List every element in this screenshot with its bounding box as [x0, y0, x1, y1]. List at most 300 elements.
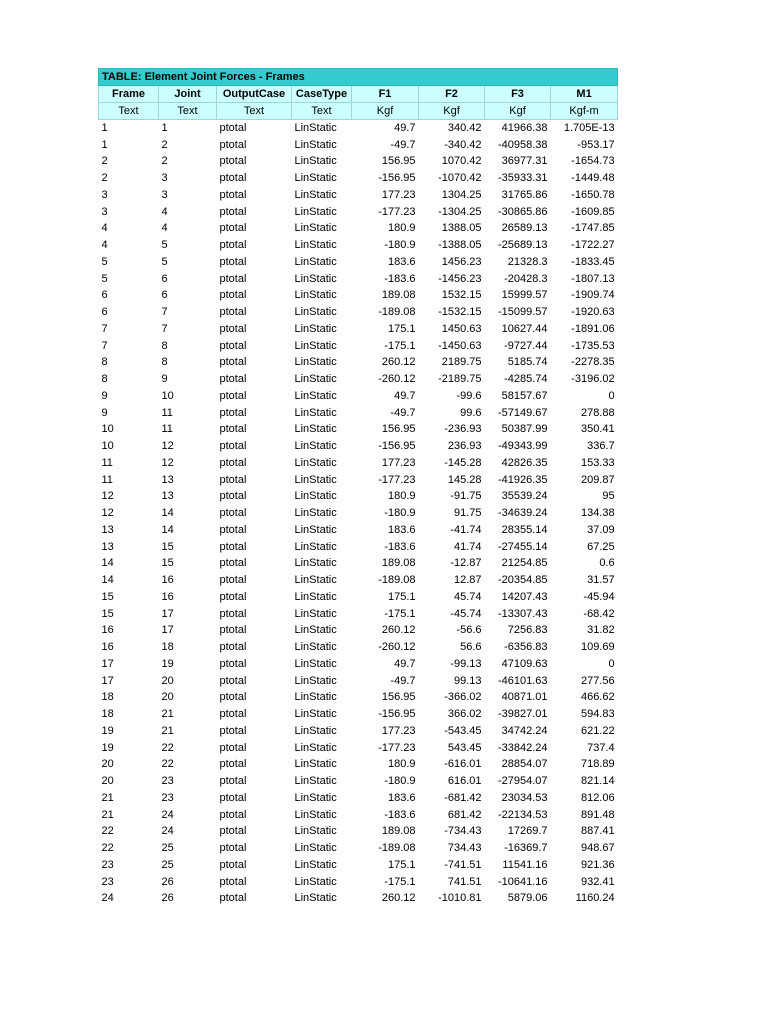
cell-joint: 23	[161, 791, 174, 804]
table-row	[99, 371, 618, 388]
cell-f3: 42826.35	[501, 456, 548, 469]
cell-f1: 156.95	[381, 155, 416, 168]
cell-frame: 3	[101, 205, 108, 218]
cell-joint: 9	[161, 373, 168, 386]
cell-outputcase: ptotal	[219, 456, 247, 469]
cell-frame: 13	[101, 523, 114, 536]
cell-frame: 18	[101, 708, 114, 721]
cell-joint: 26	[161, 892, 174, 905]
table-row	[99, 572, 618, 589]
unit-casetype: Text	[292, 103, 352, 120]
cell-joint: 2	[161, 155, 168, 168]
cell-f2: 1070.42	[441, 155, 482, 168]
cell-frame: 21	[101, 791, 114, 804]
cell-f2: 145.28	[447, 473, 482, 486]
table-row	[99, 455, 618, 472]
cell-f3: -13307.43	[497, 607, 548, 620]
cell-m1: 153.33	[580, 456, 615, 469]
cell-joint: 21	[161, 708, 174, 721]
cell-casetype: LinStatic	[294, 758, 337, 771]
cell-frame: 11	[101, 456, 113, 469]
cell-casetype: LinStatic	[294, 356, 337, 369]
cell-outputcase: ptotal	[219, 155, 247, 168]
cell-casetype: LinStatic	[294, 825, 337, 838]
cell-casetype: LinStatic	[294, 523, 337, 536]
cell-f3: 41966.38	[501, 122, 548, 135]
cell-outputcase: ptotal	[219, 691, 247, 704]
cell-casetype: LinStatic	[294, 239, 337, 252]
cell-outputcase: ptotal	[219, 423, 247, 436]
cell-f1: -49.7	[390, 406, 416, 419]
cell-m1: -1807.13	[571, 272, 615, 285]
cell-f1: -49.7	[390, 674, 416, 687]
cell-frame: 16	[101, 641, 114, 654]
cell-m1: 350.41	[580, 423, 615, 436]
cell-joint: 11	[161, 406, 173, 419]
cell-f2: -681.42	[444, 791, 482, 804]
cell-f1: 49.7	[394, 657, 416, 670]
cell-m1: 887.41	[580, 825, 615, 838]
cell-f1: 183.6	[387, 523, 416, 536]
cell-frame: 4	[101, 239, 108, 252]
cell-frame: 1	[101, 138, 108, 151]
cell-f2: -543.45	[444, 724, 482, 737]
cell-m1: -1909.74	[571, 289, 615, 302]
cell-casetype: LinStatic	[294, 205, 337, 218]
cell-f2: -145.28	[444, 456, 482, 469]
cell-frame: 14	[101, 557, 114, 570]
cell-f1: 156.95	[381, 423, 416, 436]
cell-frame: 12	[101, 490, 114, 503]
cell-outputcase: ptotal	[219, 641, 247, 654]
cell-f1: 156.95	[381, 691, 416, 704]
table-row	[99, 187, 618, 204]
cell-m1: -953.17	[577, 138, 615, 151]
table-row	[99, 388, 618, 405]
cell-f2: 1532.15	[441, 289, 482, 302]
cell-m1: -1609.85	[571, 205, 615, 218]
cell-m1: -1449.48	[571, 172, 615, 185]
cell-frame: 2	[101, 172, 108, 185]
cell-f3: -40958.38	[497, 138, 548, 151]
cell-m1: 718.89	[580, 758, 615, 771]
cell-casetype: LinStatic	[294, 892, 337, 905]
cell-outputcase: ptotal	[219, 858, 247, 871]
cell-casetype: LinStatic	[294, 473, 337, 486]
cell-f3: 17269.7	[507, 825, 548, 838]
cell-frame: 19	[101, 741, 114, 754]
cell-f2: -1456.23	[438, 272, 482, 285]
cell-m1: -1735.53	[571, 339, 615, 352]
cell-casetype: LinStatic	[294, 858, 337, 871]
cell-frame: 23	[101, 858, 114, 871]
cell-f2: -56.6	[456, 624, 482, 637]
cell-f1: 260.12	[381, 892, 416, 905]
cell-joint: 7	[161, 322, 168, 335]
cell-f1: 260.12	[381, 356, 416, 369]
header-frame: Frame	[99, 86, 159, 103]
cell-frame: 5	[101, 255, 108, 268]
cell-outputcase: ptotal	[219, 607, 247, 620]
cell-m1: 1.705E-13	[563, 122, 615, 135]
cell-frame: 9	[101, 406, 108, 419]
cell-m1: 37.09	[587, 523, 615, 536]
cell-f1: 180.9	[387, 222, 416, 235]
cell-casetype: LinStatic	[294, 440, 337, 453]
cell-f2: 543.45	[447, 741, 482, 754]
cell-joint: 5	[161, 239, 168, 252]
table-row	[99, 287, 618, 304]
table-row	[99, 739, 618, 756]
cell-joint: 24	[161, 808, 174, 821]
cell-outputcase: ptotal	[219, 892, 247, 905]
cell-m1: 812.06	[580, 791, 615, 804]
cell-m1: 31.57	[587, 574, 615, 587]
cell-f3: 10627.44	[501, 322, 548, 335]
cell-f1: -189.08	[378, 842, 416, 855]
cell-f2: -1070.42	[438, 172, 482, 185]
cell-joint: 4	[161, 205, 168, 218]
table-row	[99, 589, 618, 606]
table-row	[99, 522, 618, 539]
cell-f3: -9727.44	[504, 339, 548, 352]
cell-casetype: LinStatic	[294, 122, 337, 135]
cell-joint: 14	[161, 523, 174, 536]
cell-f2: -2189.75	[438, 373, 482, 386]
header-f2: F2	[419, 86, 485, 103]
cell-f3: -20354.85	[497, 574, 548, 587]
cell-f1: -49.7	[390, 138, 416, 151]
table-row	[99, 857, 618, 874]
cell-outputcase: ptotal	[219, 775, 247, 788]
cell-f3: -35933.31	[497, 172, 548, 185]
cell-outputcase: ptotal	[219, 808, 247, 821]
cell-f1: -183.6	[384, 272, 416, 285]
cell-f1: 49.7	[394, 389, 416, 402]
cell-m1: 891.48	[580, 808, 615, 821]
cell-joint: 5	[161, 255, 168, 268]
table-row	[99, 304, 618, 321]
cell-outputcase: ptotal	[219, 842, 247, 855]
cell-joint: 8	[161, 339, 168, 352]
spreadsheet	[98, 68, 617, 907]
cell-f2: 12.87	[453, 574, 482, 587]
cell-f2: 1388.05	[441, 222, 482, 235]
cell-f1: 177.23	[381, 724, 416, 737]
cell-f2: 1304.25	[441, 188, 482, 201]
cell-joint: 20	[161, 691, 174, 704]
cell-frame: 4	[101, 222, 108, 235]
cell-f2: 366.02	[447, 708, 482, 721]
cell-f1: 177.23	[381, 456, 416, 469]
cell-casetype: LinStatic	[294, 289, 337, 302]
cell-f3: 21254.85	[501, 557, 548, 570]
element-joint-forces-table	[98, 68, 618, 907]
cell-f3: -16369.7	[504, 842, 548, 855]
cell-f3: -25689.13	[497, 239, 548, 252]
cell-f1: -183.6	[384, 808, 416, 821]
cell-casetype: LinStatic	[294, 423, 337, 436]
cell-m1: -45.94	[583, 590, 615, 603]
table-row	[99, 488, 618, 505]
cell-outputcase: ptotal	[219, 590, 247, 603]
cell-m1: -3196.02	[571, 373, 615, 386]
cell-frame: 2	[101, 155, 108, 168]
cell-f2: -1304.25	[438, 205, 482, 218]
cell-outputcase: ptotal	[219, 490, 247, 503]
table-row	[99, 806, 618, 823]
cell-casetype: LinStatic	[294, 155, 337, 168]
cell-outputcase: ptotal	[219, 222, 247, 235]
cell-f3: -27954.07	[497, 775, 548, 788]
table-row	[99, 605, 618, 622]
cell-f2: 681.42	[447, 808, 482, 821]
cell-f2: 734.43	[447, 842, 482, 855]
cell-outputcase: ptotal	[219, 322, 247, 335]
cell-m1: 948.67	[580, 842, 615, 855]
cell-joint: 18	[161, 641, 174, 654]
cell-outputcase: ptotal	[219, 440, 247, 453]
cell-f3: -22134.53	[497, 808, 548, 821]
cell-casetype: LinStatic	[294, 138, 337, 151]
table-row	[99, 136, 618, 153]
cell-casetype: LinStatic	[294, 540, 337, 553]
cell-f2: -734.43	[444, 825, 482, 838]
cell-m1: -68.42	[583, 607, 615, 620]
cell-f2: 1450.63	[441, 322, 482, 335]
cell-joint: 4	[161, 222, 168, 235]
cell-casetype: LinStatic	[294, 641, 337, 654]
cell-f3: 21328.3	[507, 255, 548, 268]
cell-joint: 16	[161, 590, 174, 603]
table-row	[99, 438, 618, 455]
cell-outputcase: ptotal	[219, 239, 247, 252]
table-row	[99, 153, 618, 170]
cell-m1: 277.56	[580, 674, 615, 687]
cell-joint: 6	[161, 272, 168, 285]
cell-f3: 58157.67	[501, 389, 548, 402]
header-outputcase: OutputCase	[217, 86, 292, 103]
cell-joint: 25	[161, 858, 174, 871]
table-title-row	[99, 69, 618, 86]
cell-f2: 56.6	[460, 641, 482, 654]
cell-m1: 594.83	[580, 708, 615, 721]
cell-outputcase: ptotal	[219, 540, 247, 553]
cell-m1: 67.25	[587, 540, 615, 553]
cell-f3: 34742.24	[501, 724, 548, 737]
cell-joint: 15	[161, 557, 174, 570]
cell-casetype: LinStatic	[294, 607, 337, 620]
cell-f1: -180.9	[384, 239, 416, 252]
cell-frame: 13	[101, 540, 114, 553]
cell-f1: 189.08	[381, 289, 416, 302]
cell-casetype: LinStatic	[294, 741, 337, 754]
cell-casetype: LinStatic	[294, 222, 337, 235]
cell-frame: 20	[101, 758, 114, 771]
cell-frame: 8	[101, 373, 108, 386]
cell-frame: 8	[101, 356, 108, 369]
cell-casetype: LinStatic	[294, 791, 337, 804]
cell-f1: -189.08	[378, 574, 416, 587]
cell-outputcase: ptotal	[219, 339, 247, 352]
cell-f1: -175.1	[384, 339, 416, 352]
cell-f1: 260.12	[381, 624, 416, 637]
cell-casetype: LinStatic	[294, 456, 337, 469]
cell-joint: 14	[161, 507, 174, 520]
cell-f1: 183.6	[387, 255, 416, 268]
cell-m1: -1654.73	[571, 155, 615, 168]
header-casetype: CaseType	[292, 86, 352, 103]
cell-outputcase: ptotal	[219, 272, 247, 285]
cell-f2: 99.13	[453, 674, 482, 687]
cell-frame: 21	[101, 808, 114, 821]
cell-m1: 209.87	[580, 473, 615, 486]
cell-joint: 8	[161, 356, 168, 369]
cell-f3: -46101.63	[497, 674, 548, 687]
cell-frame: 23	[101, 875, 114, 888]
cell-m1: 134.38	[580, 507, 615, 520]
cell-outputcase: ptotal	[219, 205, 247, 218]
cell-joint: 12	[161, 440, 174, 453]
table-row	[99, 170, 618, 187]
cell-frame: 1	[101, 122, 108, 135]
table-row	[99, 873, 618, 890]
cell-casetype: LinStatic	[294, 574, 337, 587]
cell-joint: 24	[161, 825, 174, 838]
cell-casetype: LinStatic	[294, 808, 337, 821]
cell-casetype: LinStatic	[294, 775, 337, 788]
cell-casetype: LinStatic	[294, 339, 337, 352]
table-row	[99, 723, 618, 740]
cell-outputcase: ptotal	[219, 373, 247, 386]
unit-outputcase: Text	[217, 103, 292, 120]
table-row	[99, 270, 618, 287]
cell-f2: -99.6	[456, 389, 482, 402]
cell-f2: -1532.15	[438, 306, 482, 319]
cell-casetype: LinStatic	[294, 373, 337, 386]
cell-joint: 12	[161, 456, 174, 469]
cell-outputcase: ptotal	[219, 172, 247, 185]
cell-m1: 336.7	[587, 440, 615, 453]
cell-m1: 921.36	[580, 858, 615, 871]
cell-outputcase: ptotal	[219, 306, 247, 319]
cell-f2: -1010.81	[438, 892, 482, 905]
unit-f3: Kgf	[485, 103, 551, 120]
cell-f1: -189.08	[378, 306, 416, 319]
cell-casetype: LinStatic	[294, 557, 337, 570]
table-row	[99, 254, 618, 271]
cell-f2: -1450.63	[438, 339, 482, 352]
cell-m1: -1891.06	[571, 322, 615, 335]
cell-frame: 15	[101, 590, 114, 603]
cell-casetype: LinStatic	[294, 188, 337, 201]
cell-f2: 340.42	[447, 122, 482, 135]
table-row	[99, 773, 618, 790]
cell-joint: 3	[161, 172, 168, 185]
table-row	[99, 203, 618, 220]
cell-casetype: LinStatic	[294, 691, 337, 704]
cell-frame: 5	[101, 272, 108, 285]
unit-row	[99, 103, 618, 120]
table-row	[99, 672, 618, 689]
cell-f3: -20428.3	[504, 272, 548, 285]
column-header-row	[99, 86, 618, 103]
cell-joint: 2	[161, 138, 168, 151]
cell-outputcase: ptotal	[219, 624, 247, 637]
cell-m1: 932.41	[580, 875, 615, 888]
cell-f1: -175.1	[384, 875, 416, 888]
cell-joint: 23	[161, 775, 174, 788]
cell-f2: -236.93	[444, 423, 482, 436]
cell-frame: 14	[101, 574, 114, 587]
table-row	[99, 622, 618, 639]
cell-f3: -49343.99	[497, 440, 548, 453]
cell-f3: 47109.63	[501, 657, 548, 670]
cell-joint: 13	[161, 490, 174, 503]
cell-outputcase: ptotal	[219, 674, 247, 687]
cell-m1: -1722.27	[571, 239, 615, 252]
cell-f3: -30865.86	[497, 205, 548, 218]
cell-f3: 14207.43	[501, 590, 548, 603]
cell-f2: -366.02	[444, 691, 482, 704]
cell-casetype: LinStatic	[294, 507, 337, 520]
cell-f2: 99.6	[460, 406, 482, 419]
table-row	[99, 890, 618, 907]
cell-casetype: LinStatic	[294, 624, 337, 637]
cell-m1: -1650.78	[571, 188, 615, 201]
cell-m1: -1920.63	[571, 306, 615, 319]
unit-m1: Kgf-m	[551, 103, 618, 120]
cell-casetype: LinStatic	[294, 255, 337, 268]
cell-casetype: LinStatic	[294, 389, 337, 402]
cell-f3: -57149.67	[497, 406, 548, 419]
cell-f3: 35539.24	[501, 490, 548, 503]
cell-m1: 621.22	[580, 724, 615, 737]
table-row	[99, 421, 618, 438]
cell-frame: 17	[101, 657, 114, 670]
cell-outputcase: ptotal	[219, 825, 247, 838]
cell-f2: 91.75	[453, 507, 482, 520]
table-row	[99, 538, 618, 555]
cell-f1: -177.23	[378, 473, 416, 486]
cell-outputcase: ptotal	[219, 406, 247, 419]
cell-joint: 20	[161, 674, 174, 687]
cell-joint: 19	[161, 657, 174, 670]
cell-m1: -2278.35	[571, 356, 615, 369]
cell-joint: 15	[161, 540, 174, 553]
cell-joint: 3	[161, 188, 168, 201]
cell-frame: 22	[101, 842, 114, 855]
cell-f1: 175.1	[387, 322, 416, 335]
cell-f3: -34639.24	[497, 507, 548, 520]
cell-outputcase: ptotal	[219, 557, 247, 570]
cell-f3: -4285.74	[504, 373, 548, 386]
cell-f1: -156.95	[378, 440, 416, 453]
cell-f1: 177.23	[381, 188, 416, 201]
cell-frame: 7	[101, 322, 108, 335]
cell-joint: 6	[161, 289, 168, 302]
cell-joint: 7	[161, 306, 168, 319]
cell-f3: 11541.16	[502, 858, 548, 871]
cell-f2: 41.74	[453, 540, 482, 553]
cell-frame: 7	[101, 339, 108, 352]
cell-f2: -741.51	[444, 858, 482, 871]
cell-joint: 1	[161, 122, 168, 135]
unit-frame: Text	[99, 103, 159, 120]
cell-outputcase: ptotal	[219, 389, 247, 402]
cell-f2: 45.74	[453, 590, 482, 603]
cell-joint: 22	[161, 741, 174, 754]
